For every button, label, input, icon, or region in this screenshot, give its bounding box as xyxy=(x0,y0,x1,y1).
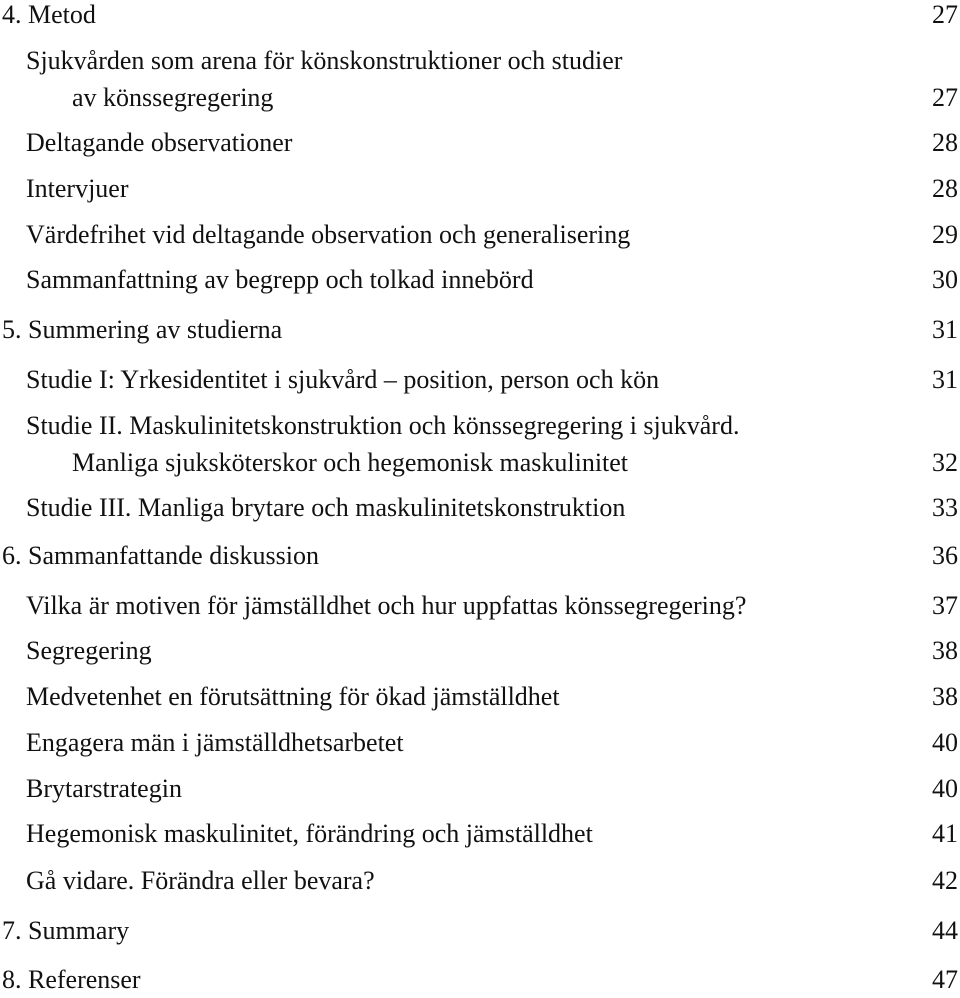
toc-entry-label: 5. Summering av studierna xyxy=(2,315,283,344)
toc-entry-page: 31 xyxy=(932,315,958,344)
toc-entry-label: 7. Summary xyxy=(2,916,130,945)
toc-entry xyxy=(0,408,960,444)
toc-entry xyxy=(0,43,960,79)
toc-entry xyxy=(0,217,960,253)
toc-entry-chapter xyxy=(0,913,960,949)
toc-entry-label: Segregering xyxy=(26,636,152,665)
toc-entry-page: 40 xyxy=(932,774,958,803)
toc-entry-chapter xyxy=(0,538,960,574)
toc-entry-label: Studie III. Manliga brytare och maskulinitetskonstruktion xyxy=(26,493,626,522)
toc-entry-label: 6. Sammanfattande diskussion xyxy=(2,541,320,570)
toc-entry xyxy=(0,262,960,298)
toc-entry-page: 32 xyxy=(932,448,958,477)
toc-entry-page: 30 xyxy=(932,265,958,294)
toc-entry-label: Engagera män i jämställdhetsarbetet xyxy=(26,728,404,757)
toc-entry xyxy=(0,679,960,715)
toc-entry-page: 29 xyxy=(932,220,958,249)
toc-entry-label: Gå vidare. Förändra eller bevara? xyxy=(26,866,375,895)
toc-entry-label: Deltagande observationer xyxy=(26,128,293,157)
toc-entry-chapter xyxy=(0,312,960,348)
toc-entry-page: 36 xyxy=(932,541,958,570)
toc-entry-label: Sjukvården som arena för könskonstruktioner och studier xyxy=(26,46,623,75)
toc-entry-label: 4. Metod xyxy=(2,0,96,29)
toc-entry-label: Vilka är motiven för jämställdhet och hur uppfattas könssegregering? xyxy=(26,591,747,620)
toc-entry xyxy=(0,490,960,526)
toc-entry-page: 38 xyxy=(932,682,958,711)
toc-entry-page: 31 xyxy=(932,365,958,394)
toc-entry-label: 8. Referenser xyxy=(2,965,141,994)
toc-entry-label: Medvetenhet en förutsättning för ökad jämställdhet xyxy=(26,682,560,711)
toc-entry-chapter xyxy=(0,962,960,998)
toc-entry-label: Sammanfattning av begrepp och tolkad innebörd xyxy=(26,265,534,294)
toc-entry-label: Värdefrihet vid deltagande observation och generalisering xyxy=(26,220,631,249)
toc-entry xyxy=(0,125,960,161)
toc-entry-page: 44 xyxy=(932,916,958,945)
toc-entry-label: Studie I: Yrkesidentitet i sjukvård – position, person och kön xyxy=(26,365,660,394)
toc-entry-page: 42 xyxy=(932,866,958,895)
toc-entry-page: 28 xyxy=(932,128,958,157)
toc-entry-label: Hegemonisk maskulinitet, förändring och jämställdhet xyxy=(26,819,593,848)
toc-entry xyxy=(0,771,960,807)
toc-entry-label: Manliga sjuksköterskor och hegemonisk maskulinitet xyxy=(72,448,629,477)
toc-entry xyxy=(0,863,960,899)
toc-entry-continuation xyxy=(0,80,960,116)
toc-entry-continuation xyxy=(0,445,960,481)
toc-entry xyxy=(0,362,960,398)
toc-entry-chapter xyxy=(0,0,960,33)
toc-entry-page: 37 xyxy=(932,591,958,620)
toc-entry-page: 38 xyxy=(932,636,958,665)
toc-entry-page: 33 xyxy=(932,493,958,522)
toc-entry-page: 47 xyxy=(932,965,958,994)
toc-entry xyxy=(0,633,960,669)
toc-entry-label: av könssegregering xyxy=(72,83,274,112)
toc-entry-label: Brytarstrategin xyxy=(26,774,182,803)
toc-entry-page: 27 xyxy=(932,0,958,29)
toc-entry xyxy=(0,171,960,207)
toc-entry xyxy=(0,816,960,852)
toc-entry xyxy=(0,588,960,624)
toc-entry-page: 28 xyxy=(932,174,958,203)
toc-entry-label: Intervjuer xyxy=(26,174,129,203)
toc-entry xyxy=(0,725,960,761)
toc-entry-page: 27 xyxy=(932,83,958,112)
toc-entry-page: 40 xyxy=(932,728,958,757)
toc-entry-page: 41 xyxy=(932,819,958,848)
toc-entry-label: Studie II. Maskulinitetskonstruktion och könssegregering i sjukvård. xyxy=(26,411,740,440)
